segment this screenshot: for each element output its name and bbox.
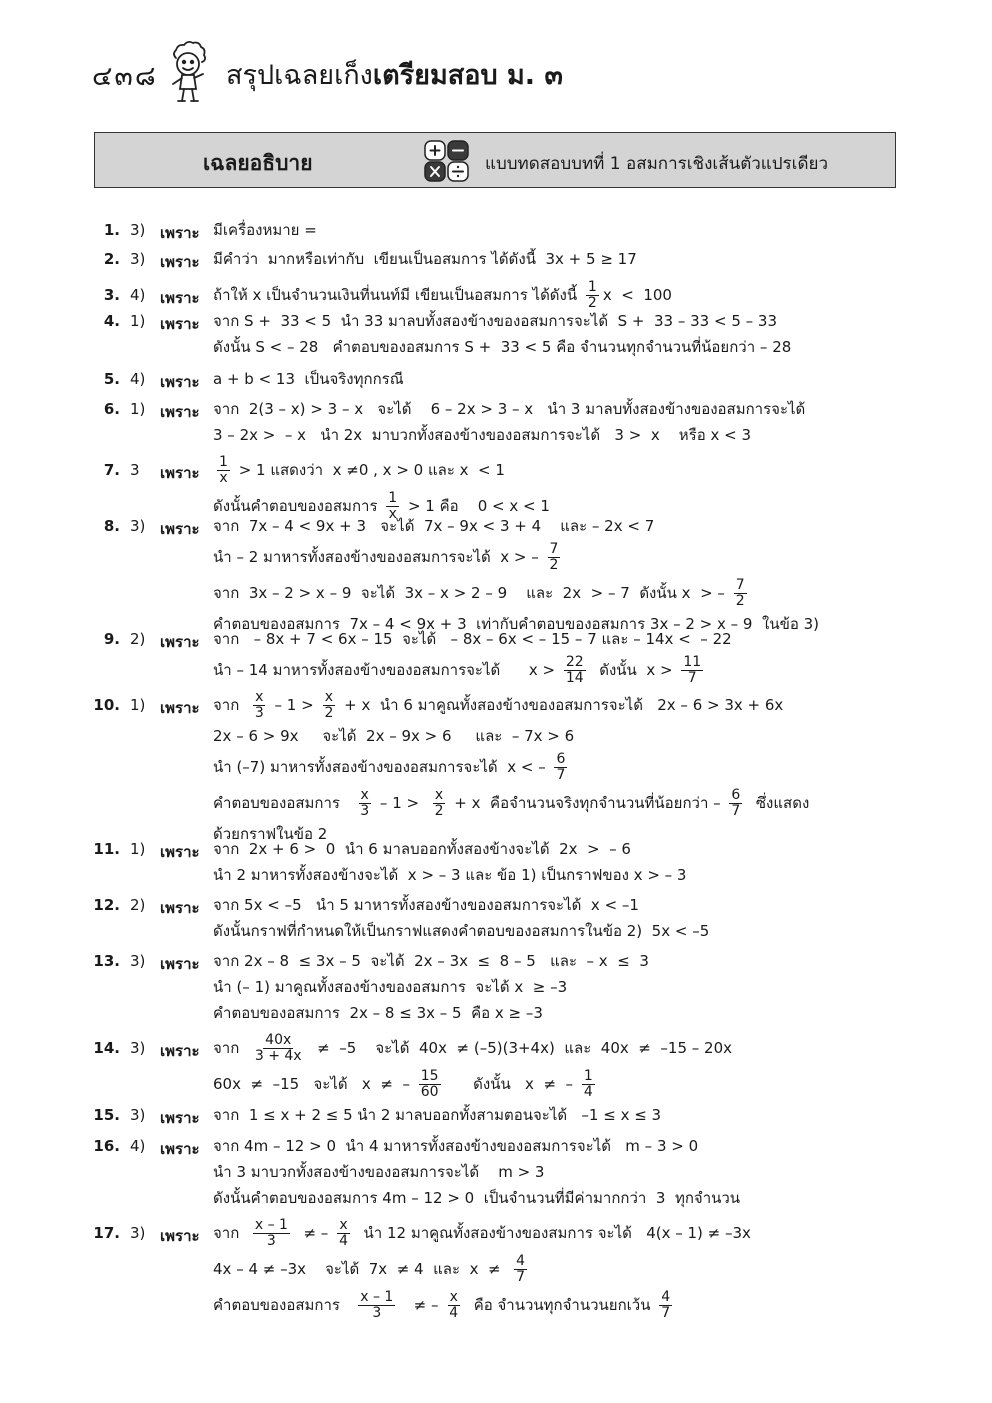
fraction-numerator: x (434, 786, 444, 803)
explanation-text: จาก 3x – 2 > x – 9 จะได้ 3x – x > 2 – 9 และ 2x > – 7 ดังนั้น x > – (213, 584, 730, 602)
fraction-numerator: x (360, 786, 369, 803)
explanation-text: – 1 > (269, 696, 319, 714)
fraction-denominator: 2 (735, 592, 745, 609)
answer-choice: 1) (130, 696, 146, 714)
fraction (681, 655, 703, 686)
fraction-denominator: 7 (516, 1268, 526, 1285)
explanation-text: ด้วยกราฟในข้อ 2 (213, 825, 328, 843)
answer-number: 2. (103, 250, 120, 268)
answer-number: 13. (93, 952, 120, 970)
explanation-text: จาก 7x – 4 < 9x + 3 จะได้ 7x – 9x < 3 + 4 และ – 2x < 7 (213, 517, 655, 535)
explanation-text: คำตอบของอสมการ 7x – 4 < 9x + 3 เท่ากับคำตอบของอสมการ 3x – 2 > x – 9 ในข้อ 3) (213, 615, 820, 633)
explanation-text: 4x – 4 ≠ –3x จะได้ 7x ≠ 4 และ x ≠ (213, 1260, 511, 1278)
explanation-line (213, 452, 550, 488)
explanation-text: ดังนั้นกราฟที่กำหนดให้เป็นกราฟแสดงคำตอบของอสมการในข้อ 2) 5x < –5 (213, 922, 710, 940)
explanation-line (213, 1066, 732, 1102)
answer-number: 15. (93, 1106, 120, 1124)
explanation-text: คือ จำนวนทุกจำนวนยกเว้น (464, 1296, 656, 1314)
explanation-line (213, 948, 649, 974)
fraction (358, 788, 371, 819)
answer-number: 9. (103, 630, 120, 648)
fraction-numerator: 1 (587, 278, 597, 295)
explanation-text: 2x – 6 > 9x จะได้ 2x – 9x > 6 และ – 7x > 6 (213, 727, 575, 745)
explanation-text: จาก 2(3 – x) > 3 – x จะได้ 6 – 2x > 3 – x นำ 3 มาลบทั้งสองข้างของอสมการจะได้ (213, 400, 806, 418)
answer-choice: 4) (130, 1137, 146, 1155)
explanation (213, 246, 637, 272)
fraction-numerator: 1 (583, 1067, 593, 1084)
explanation-text: จาก (213, 1224, 249, 1242)
explanation-text: จาก 5x < –5 นำ 5 มาหารทั้งสองข้างของอสมการจะได้ x < –1 (213, 896, 639, 914)
explanation-line (213, 862, 686, 888)
explanation-line (213, 1000, 649, 1026)
page-number: ๔๓๘ (92, 61, 158, 92)
explanation (213, 892, 709, 944)
answer-choice: 1) (130, 312, 146, 330)
fraction-denominator: 3 (254, 704, 264, 721)
fraction (358, 1290, 395, 1321)
explanation-line (213, 1215, 751, 1251)
explanation-text: คำตอบของอสมการ (213, 1296, 355, 1314)
explanation-text: จาก 2x – 8 ≤ 3x – 5 จะได้ 2x – 3x ≤ 8 – 5 และ – x ≤ 3 (213, 952, 649, 970)
answer-choice: 1) (130, 400, 146, 418)
explanation-text: จาก (213, 696, 249, 714)
because-label: เพราะ (160, 373, 200, 391)
answer-choice: 3) (130, 250, 146, 268)
explanation-text: คำตอบของอสมการ (213, 794, 355, 812)
explanation-text: > 1 แสดงว่า x ≠0 , x > 0 และ x < 1 (233, 461, 505, 479)
explanation-text: นำ 3 มาบวกทั้งสองข้างของอสมการจะได้ m > 3 (213, 1163, 545, 1181)
answer-number: 4. (103, 312, 120, 330)
fraction-denominator: 3 + 4x (254, 1047, 302, 1064)
fraction-numerator: 4 (661, 1288, 671, 1305)
explanation-line (213, 723, 809, 749)
page-header (0, 0, 992, 110)
explanation (213, 396, 805, 448)
fraction-denominator: 3 (372, 1304, 382, 1321)
explanation-text: ≠ –5 จะได้ 40x ≠ (–5)(3+4x) และ 40x ≠ –15 – 20x (307, 1039, 733, 1057)
explanation-line (213, 1102, 661, 1128)
answer-choice: 3) (130, 221, 146, 239)
fraction-denominator: 7 (687, 669, 697, 686)
answer-choice: 3) (130, 1106, 146, 1124)
explanation-text: + x คือจำนวนจริงทุกจำนวนที่น้อยกว่า – (449, 794, 726, 812)
because-label: เพราะ (160, 955, 200, 973)
explanation-line (213, 974, 649, 1000)
answer-number: 5. (103, 370, 120, 388)
explanation (213, 836, 686, 888)
fraction (514, 1254, 527, 1285)
answer-choice: 4) (130, 370, 146, 388)
explanation (213, 948, 649, 1026)
fraction (433, 788, 446, 819)
explanation-text: นำ – 2 มาหารทั้งสองข้างของอสมการจะได้ x > – (213, 548, 544, 566)
because-label: เพราะ (160, 224, 200, 242)
explanation-text: a + b < 13 เป็นจริงทุกกรณี (213, 370, 404, 388)
explanation-text: ดังนั้น S < – 28 คำตอบของอสมการ S + 33 < 5 คือ จำนวนทุกจำนวนที่น้อยกว่า – 28 (213, 338, 792, 356)
book-title-bold: เตรียมสอบ ม. ๓ (372, 60, 563, 91)
explanation-line (213, 749, 809, 785)
explanation-text: จาก – 8x + 7 < 6x – 15 จะได้ – 8x – 6x < – 15 – 7 และ – 14x < – 22 (213, 630, 732, 648)
explanation-text: 3 – 2x > – x นำ 2x มาบวกทั้งสองข้างของอสมการจะได้ 3 > x หรือ x < 3 (213, 426, 752, 444)
explanation-line (213, 892, 709, 918)
answer-number: 14. (93, 1039, 120, 1057)
explanation (213, 1102, 661, 1128)
explanation-text: นำ (– 1) มาคูณทั้งสองข้างของอสมการ จะได้ x ≥ –3 (213, 978, 568, 996)
because-label: เพราะ (160, 1227, 200, 1245)
answer-number: 8. (103, 517, 120, 535)
book-title (226, 53, 563, 96)
answer-number: 3. (103, 286, 120, 304)
explanation-line (213, 334, 791, 360)
fraction-numerator: x (324, 688, 334, 705)
because-label: เพราะ (160, 403, 200, 421)
fraction-denominator: 14 (565, 669, 584, 686)
explanation-text: ≠ – (293, 1224, 334, 1242)
answer-number: 7. (103, 461, 120, 479)
fraction-numerator: 7 (549, 540, 559, 557)
fraction (734, 578, 747, 609)
fraction-numerator: 6 (731, 786, 741, 803)
mascot-icon (162, 40, 214, 106)
explanation-line (213, 1251, 751, 1287)
answer-number: 6. (103, 400, 120, 418)
fraction (217, 455, 230, 486)
explanation-line (213, 539, 819, 575)
fraction-denominator: 3 (266, 1232, 276, 1249)
explanation (213, 308, 791, 360)
calculator-operators-icon (422, 138, 472, 184)
fraction-numerator: 1 (219, 453, 228, 470)
explanation-line (213, 513, 819, 539)
explanation-text: คำตอบของอสมการ 2x – 8 ≤ 3x – 5 คือ x ≥ –3 (213, 1004, 543, 1022)
fraction-denominator: 4 (583, 1083, 593, 1100)
answer-number: 16. (93, 1137, 120, 1155)
explanation (213, 217, 317, 243)
fraction-denominator: x (388, 505, 397, 522)
explanation-text: จาก S + 33 < 5 นำ 33 มาลบทั้งสองข้างของอสมการจะได้ S + 33 – 33 < 5 – 33 (213, 312, 777, 330)
explanation-text: ดังนั้นคำตอบของอสมการ 4m – 12 > 0 เป็นจำนวนที่มีค่ามากกว่า 3 ทุกจำนวน (213, 1189, 741, 1207)
fraction-numerator: x – 1 (254, 1216, 288, 1233)
fraction-denominator: 2 (549, 556, 559, 573)
fraction (659, 1290, 672, 1321)
answer-number: 1. (103, 221, 120, 239)
fraction-denominator: x (219, 469, 228, 486)
explanation-text: นำ 2 มาหารทั้งสองข้างจะได้ x > – 3 และ ข้อ 1) เป็นกราฟของ x > – 3 (213, 866, 687, 884)
explanation-line (213, 1159, 740, 1185)
explanation (213, 1133, 740, 1211)
fraction (253, 690, 266, 721)
answer-number: 11. (93, 840, 120, 858)
fraction-numerator: x (255, 688, 264, 705)
explanation (213, 513, 819, 637)
because-label: เพราะ (160, 899, 200, 917)
answer-number: 12. (93, 896, 120, 914)
fraction-numerator: 4 (516, 1252, 526, 1269)
explanation-text: จาก 1 ≤ x + 2 ≤ 5 นำ 2 มาลบออกทั้งสามตอนจะได้ –1 ≤ x ≤ 3 (213, 1106, 662, 1124)
explanation-line (213, 422, 805, 448)
fraction (554, 752, 567, 783)
answer-choice: 2) (130, 630, 146, 648)
fraction-numerator: 11 (683, 653, 702, 670)
explanation-text: ≠ – (399, 1296, 444, 1314)
because-label: เพราะ (160, 289, 200, 307)
fraction-numerator: 7 (735, 576, 745, 593)
fraction-denominator: 7 (661, 1304, 671, 1321)
book-title-light: สรุปเฉลยเก็ง (226, 60, 373, 91)
explanation-text: > 1 คือ 0 < x < 1 (403, 497, 550, 515)
explanation-text: ซึ่งแสดง (746, 794, 810, 812)
fraction-numerator: 1 (388, 489, 398, 506)
because-label: เพราะ (160, 699, 200, 717)
explanation (213, 1030, 732, 1102)
fraction-denominator: 60 (420, 1083, 439, 1100)
answer-choice: 3) (130, 1224, 146, 1242)
section-label: เฉลยอธิบาย (203, 151, 313, 175)
because-label: เพราะ (160, 520, 200, 538)
fraction (729, 788, 742, 819)
explanation (213, 626, 732, 688)
section-title: แบบทดสอบบทที่ 1 อสมการเชิงเส้นตัวแปรเดียว (485, 154, 829, 174)
fraction (322, 690, 335, 721)
explanation-text: จาก 2x + 6 > 0 นำ 6 มาลบออกทั้งสองข้างจะได้ 2x > – 6 (213, 840, 631, 858)
explanation-line (213, 1030, 732, 1066)
explanation-line (213, 918, 709, 944)
answer-choice: 4) (130, 286, 146, 304)
explanation-line (213, 1185, 740, 1211)
fraction (586, 280, 599, 311)
explanation-line (213, 217, 317, 243)
fraction-denominator: 2 (434, 802, 444, 819)
fraction (419, 1069, 441, 1100)
explanation-line (213, 785, 809, 821)
explanation-text: x < 100 (602, 286, 672, 304)
fraction-denominator: 7 (731, 802, 741, 819)
fraction-denominator: 4 (339, 1232, 348, 1249)
answer-number: 17. (93, 1224, 120, 1242)
fraction (564, 655, 586, 686)
explanation-text: ถ้าให้ x เป็นจำนวนเงินที่นนท์มี เขียนเป็นอสมการ ได้ดังนี้ (213, 286, 582, 304)
because-label: เพราะ (160, 843, 200, 861)
because-label: เพราะ (160, 633, 200, 651)
explanation (213, 1215, 751, 1323)
explanation-line (213, 687, 809, 723)
section-header-box (94, 132, 896, 188)
because-label: เพราะ (160, 315, 200, 333)
fraction-numerator: 22 (565, 653, 584, 670)
explanation-text: – 1 > (375, 794, 429, 812)
explanation-line (213, 246, 637, 272)
explanation-text: นำ 12 มาคูณทั้งสองข้างของสมการ จะได้ 4(x – 1) ≠ –3x (354, 1224, 751, 1242)
fraction-denominator: 3 (360, 802, 370, 819)
because-label: เพราะ (160, 1042, 200, 1060)
explanation-line (213, 308, 791, 334)
explanation-line (213, 836, 686, 862)
explanation-text: ดังนั้น x ≠ – (444, 1075, 578, 1093)
answer-choice: 3) (130, 1039, 146, 1057)
fraction (548, 542, 561, 573)
explanation-text: จาก (213, 1039, 249, 1057)
explanation-text: จาก 4m – 12 > 0 นำ 4 มาหารทั้งสองข้างของอสมการจะได้ m – 3 > 0 (213, 1137, 699, 1155)
fraction (582, 1069, 595, 1100)
because-label: เพราะ (160, 1140, 200, 1158)
fraction (253, 1218, 290, 1249)
explanation-text: มีเครื่องหมาย = (213, 221, 317, 239)
fraction-denominator: 2 (587, 294, 597, 311)
answer-choice: 3) (130, 517, 146, 535)
fraction-denominator: 2 (324, 704, 334, 721)
fraction-numerator: 40x (265, 1031, 292, 1048)
answer-choice: 2) (130, 896, 146, 914)
answer-number: 10. (93, 696, 120, 714)
answer-choice: 3) (130, 952, 146, 970)
explanation-text: มีคำว่า มากหรือเท่ากับ เขียนเป็นอสมการ ได้ดังนี้ 3x + 5 ≥ 17 (213, 250, 637, 268)
explanation-text: ดังนั้น x > (589, 661, 678, 679)
fraction-denominator: 4 (449, 1304, 459, 1321)
explanation-line (213, 1287, 751, 1323)
fraction (253, 1033, 304, 1064)
explanation-text: + x นำ 6 มาคูณทั้งสองข้างของอสมการจะได้ 2x – 6 > 3x + 6x (339, 696, 784, 714)
because-label: เพราะ (160, 1109, 200, 1127)
explanation-line (213, 626, 732, 652)
fraction-denominator: 7 (556, 766, 566, 783)
explanation-line (213, 575, 819, 611)
explanation (213, 366, 404, 392)
fraction-numerator: x – 1 (360, 1288, 394, 1305)
fraction-numerator: x (339, 1216, 348, 1233)
explanation-text: ดังนั้นคำตอบของอสมการ (213, 497, 383, 515)
answer-choice: 3 (130, 461, 140, 479)
explanation-line (213, 366, 404, 392)
explanation (213, 687, 809, 847)
explanation-line (213, 396, 805, 422)
explanation-text: นำ (–7) มาหารทั้งสองข้างของอสมการจะได้ x < – (213, 758, 551, 776)
fraction-numerator: x (449, 1288, 458, 1305)
fraction (337, 1218, 350, 1249)
explanation-line (213, 652, 732, 688)
because-label: เพราะ (160, 464, 200, 482)
explanation-line (213, 1133, 740, 1159)
answer-choice: 1) (130, 840, 146, 858)
fraction-numerator: 15 (420, 1067, 439, 1084)
explanation-text: นำ – 14 มาหารทั้งสองข้างของอสมการจะได้ x > (213, 661, 560, 679)
explanation-text: 60x ≠ –15 จะได้ x ≠ – (213, 1075, 415, 1093)
because-label: เพราะ (160, 253, 200, 271)
fraction (447, 1290, 460, 1321)
fraction-numerator: 6 (556, 750, 566, 767)
